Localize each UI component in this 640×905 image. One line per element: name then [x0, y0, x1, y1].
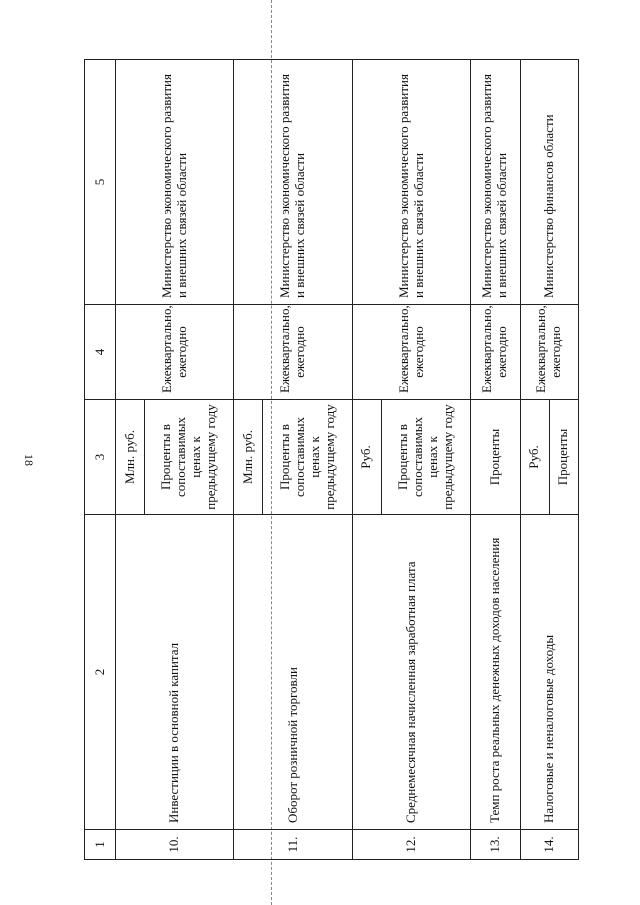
responsible-cell: Министерство экономического развития и внешних связей области: [116, 60, 234, 305]
unit-cell: Млн. руб.: [116, 400, 145, 515]
responsible-cell: Министерство экономического развития и внешних связей области: [352, 60, 470, 305]
indicator-name: Налоговые и неналоговые доходы: [520, 515, 578, 830]
table-row: [116, 60, 145, 860]
period-cell: Ежеквартально, ежегодно: [116, 305, 234, 400]
period-cell: Ежеквартально, ежегодно: [352, 305, 470, 400]
row-number: 11.: [234, 830, 352, 860]
indicator-name: Среднемесячная начисленная заработная плата: [352, 515, 470, 830]
period-cell: Ежеквартально, ежегодно: [520, 305, 578, 400]
table-row: [234, 60, 263, 860]
unit-cell: Проценты: [471, 400, 520, 515]
page-number: 18: [22, 454, 36, 466]
responsible-cell: Министерство экономического развития и внешних связей области: [234, 60, 352, 305]
period-cell: Ежеквартально, ежегодно: [471, 305, 520, 400]
indicator-name: Темп роста реальных денежных доходов населения: [471, 515, 520, 830]
unit-cell: Проценты: [549, 400, 578, 515]
header-cell-2: 2: [85, 515, 116, 830]
indicator-name: Инвестиции в основной капитал: [116, 515, 234, 830]
unit-cell: Проценты в сопоставимых ценах к предыдущему году: [381, 400, 470, 515]
row-number: 10.: [116, 830, 234, 860]
responsible-cell: Министерство экономического развития и внешних связей области: [471, 60, 520, 305]
header-cell-5: 5: [85, 60, 116, 305]
document-table-rotated: [84, 60, 579, 860]
row-number: 12.: [352, 830, 470, 860]
header-cell-1: 1: [85, 830, 116, 860]
row-number: 14.: [520, 830, 578, 860]
responsible-cell: Министерство финансов области: [520, 60, 578, 305]
table-row: [520, 60, 549, 860]
table-row: [352, 60, 381, 860]
header-cell-3: 3: [85, 400, 116, 515]
unit-cell: Руб.: [352, 400, 381, 515]
period-cell: Ежеквартально, ежегодно: [234, 305, 352, 400]
table-header-row: [85, 60, 116, 860]
row-number: 13.: [471, 830, 520, 860]
indicator-name: Оборот розничной торговли: [234, 515, 352, 830]
unit-cell: Руб.: [520, 400, 549, 515]
indicators-table: [84, 59, 579, 860]
unit-cell: Млн. руб.: [234, 400, 263, 515]
unit-cell: Проценты в сопоставимых ценах к предыдущему году: [145, 400, 234, 515]
header-cell-4: 4: [85, 305, 116, 400]
table-row: [471, 60, 520, 860]
unit-cell: Проценты в сопоставимых ценах к предыдущему году: [263, 400, 352, 515]
